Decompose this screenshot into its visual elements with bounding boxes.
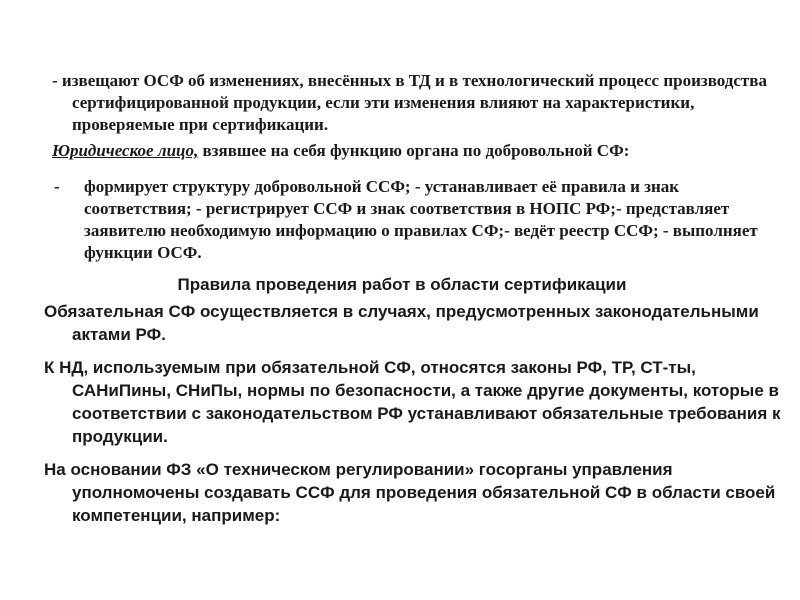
paragraph-notify-changes-text: - извещают ОСФ об изменениях, внесённых в ТД и в технологический процесс производства сертифицированной продукции, если эти изменения влияют на характеристики, проверяемые при сертификации. [52, 71, 767, 134]
section-heading: Правила проведения работ в области сертификации [177, 275, 627, 294]
paragraph-legal-entity [52, 140, 772, 162]
bullet-item [52, 176, 772, 264]
legal-entity-rest: взявшее на себя функцию органа по добровольной СФ: [198, 141, 630, 160]
paragraph-federal-law [44, 458, 792, 527]
bullet-dash-icon: - [54, 177, 60, 196]
paragraph-normative-documents-text: К НД, используемым при обязательной СФ, относятся законы РФ, ТР, СТ-ты, САНиПины, СНиПы, нормы по безопасности, а также другие документы, которые в соответствии с законодательством РФ устанавливают обязательные требования к продукции. [44, 358, 781, 446]
paragraph-federal-law-text: На основании ФЗ «О техническом регулировании» госорганы управления уполномочены создавать ССФ для проведения обязательной СФ в области своей компетенции, например: [44, 460, 776, 525]
legal-entity-lead: Юридическое лицо, [52, 141, 199, 160]
paragraph-notify-changes [52, 70, 792, 136]
paragraph-normative-documents [44, 356, 792, 448]
paragraph-mandatory-certification [44, 300, 792, 346]
paragraph-mandatory-certification-text: Обязательная СФ осуществляется в случаях, предусмотренных законодательными актами РФ. [44, 302, 759, 344]
bullet-item-text: формирует структуру добровольной ССФ; - устанавливает её правила и знак соответствия; - регистрирует ССФ и знак соответствия в НОПС РФ;- представляет заявителю необходимую информацию о правилах СФ;- ведёт реестр ССФ; - выполняет функции ОСФ. [84, 177, 758, 262]
